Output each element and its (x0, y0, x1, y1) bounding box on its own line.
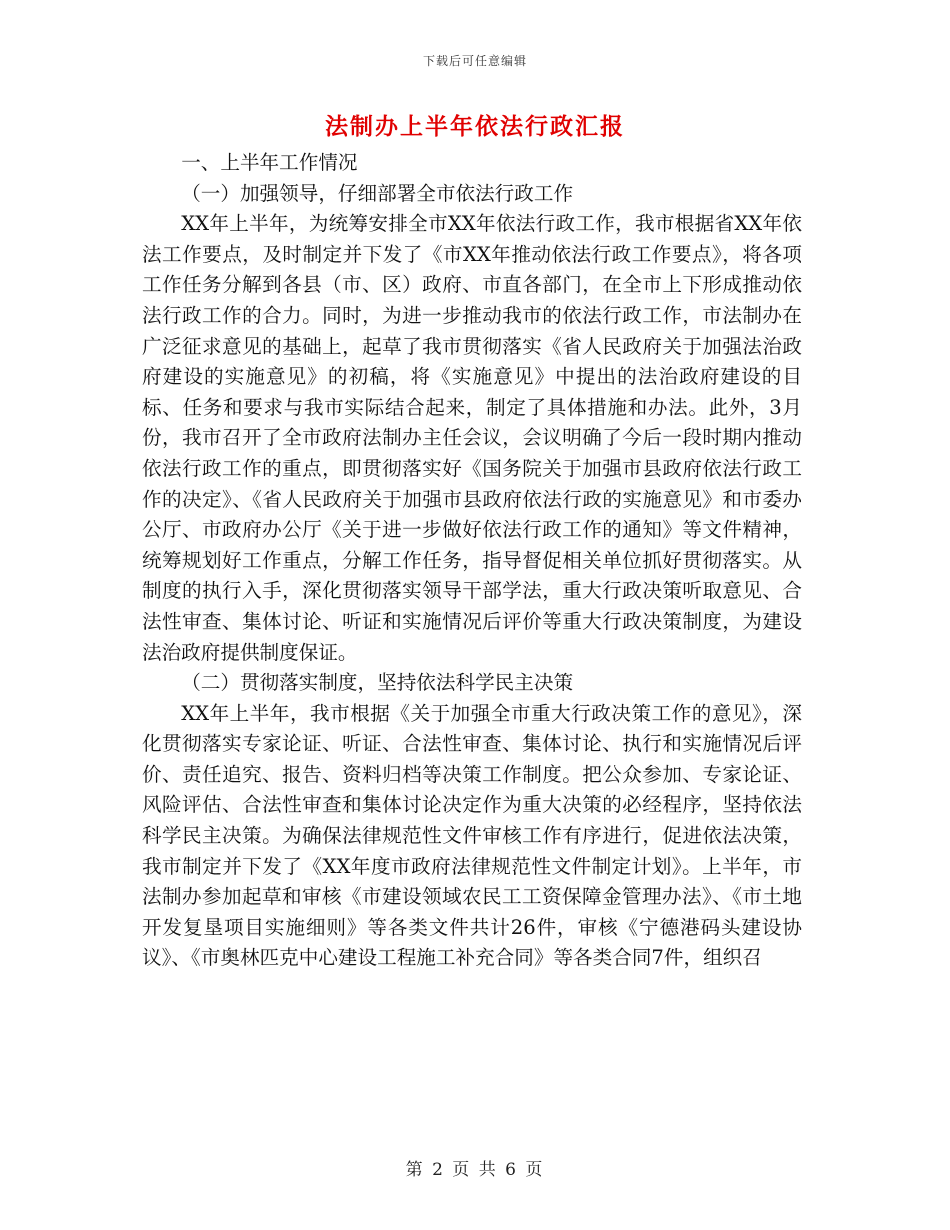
document-body (142, 148, 802, 974)
section-heading-1: 一、上半年工作情况 (181, 151, 358, 174)
paragraph-1: XX年上半年，为统筹安排全市XX年依法行政工作，我市根据省XX年依法工作要点，及时制定并下发了《市XX年推动依法行政工作要点》，将各项工作任务分解到各县（市、区）政府、市直各部门，在全市上下形成推动依法行政工作的合力。同时，为进一步推动我市的依法行政工作，市法制办在广泛征求意见的基础上，起草了我市贯彻落实《省人民政府关于加强法治政府建设的实施意见》的初稿，将《实施意见》中提出的法治政府建设的目标、任务和要求与我市实际结合起来，制定了具体措施和办法。此外，3月份，我市召开了全市政府法制办主任会议，会议明确了今后一段时期内推动依法行政工作的重点，即贯彻落实好《国务院关于加强市县政府依法行政工作的决定》、《省人民政府关于加强市县政府依法行政的实施意见》和市委办公厅、市政府办公厅《关于进一步做好依法行政工作的通知》等文件精神，统筹规划好工作重点，分解工作任务，指导督促相关单位抓好贯彻落实。从制度的执行入手，深化贯彻落实领导干部学法，重大行政决策听取意见、合法性审查、集体讨论、听证和实施情况后评价等重大行政决策制度，为建设法治政府提供制度保证。 (142, 212, 802, 664)
subsection-heading-1: （一）加强领导，仔细部署全市依法行政工作 (181, 181, 574, 205)
document-title: 法制办上半年依法行政汇报 (325, 113, 625, 140)
header-note: 下载后可任意编辑 (422, 54, 527, 68)
page-number: 第 2 页 共 6 页 (405, 1160, 545, 1180)
subsection-heading-2: （二）贯彻落实制度，坚持依法科学民主决策 (181, 671, 574, 695)
paragraph-2: XX年上半年，我市根据《关于加强全市重大行政决策工作的意见》，深化贯彻落实专家论证、听证、合法性审查、集体讨论、执行和实施情况后评价、责任追究、报告、资料归档等决策工作制度。把公众参加、专家论证、风险评估、合法性审查和集体讨论决定作为重大决策的必经程序，坚持依法科学民主决策。为确保法律规范性文件审核工作有序进行，促进依法决策，我市制定并下发了《XX年度市政府法律规范性文件制定计划》。上半年，市法制办参加起草和审核《市建设领域农民工工资保障金管理办法》、《市土地开发复垦项目实施细则》等各类文件共计26件，审核《宁德港码头建设协议》、《市奥林匹克中心建设工程施工补充合同》等各类合同7件，组织召 (142, 701, 802, 970)
